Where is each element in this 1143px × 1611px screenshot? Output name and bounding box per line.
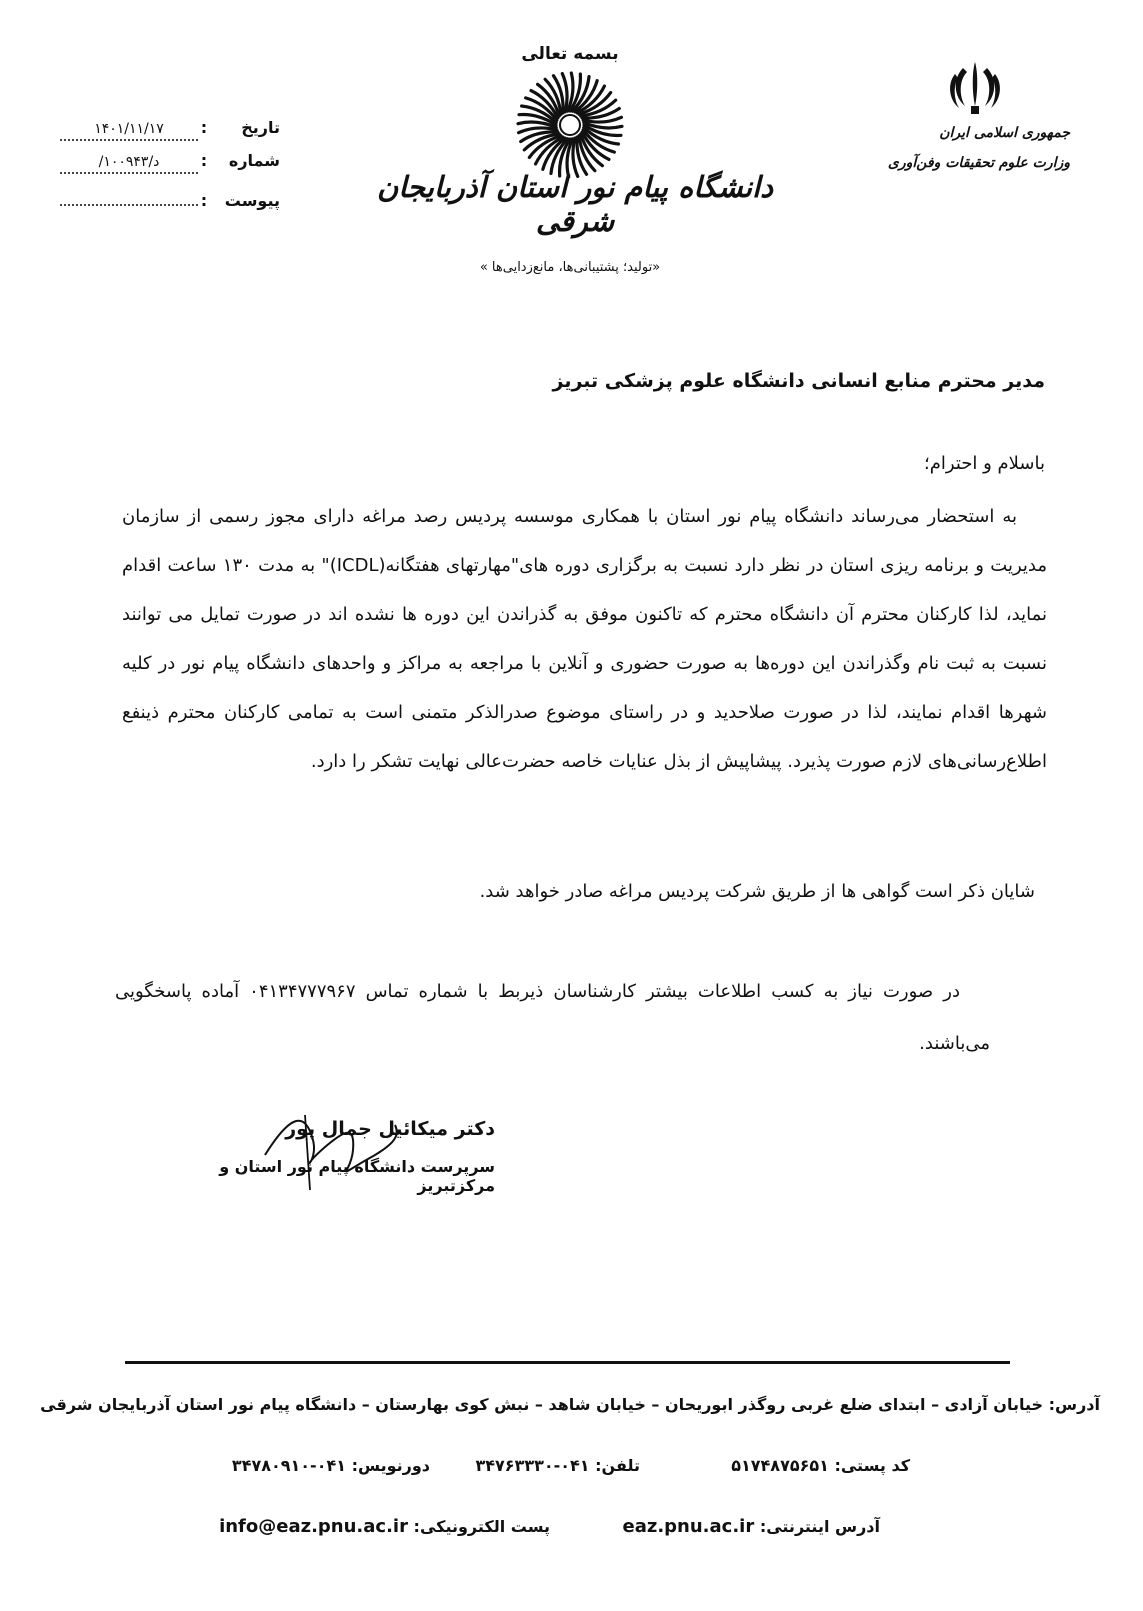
- phone-label: تلفن:: [595, 1456, 640, 1475]
- university-logo-icon: [515, 70, 625, 180]
- email-link[interactable]: info@eaz.pnu.ac.ir: [219, 1516, 408, 1537]
- fax-value: ۰۴۱-۳۴۷۸۰۹۱۰: [231, 1456, 346, 1475]
- ministry-title: وزارت علوم تحقیقات وفن‌آوری: [887, 155, 1070, 171]
- footer-address: آدرس: خیابان آزادی – ابتدای ضلع غربی روگذر ابوریحان – خیابان شاهد – نبش کوی بهارستان – دانشگاه پیام نور استان آذربایجان شرقی: [40, 1395, 1100, 1414]
- postal-code: [640, 1456, 910, 1475]
- recipient: مدیر محترم منابع انسانی دانشگاه علوم پزشکی تبریز: [552, 370, 1045, 392]
- body-paragraph: به استحضار می‌رساند دانشگاه پیام نور استان با همکاری موسسه پردیس رصد مراغه دارای مجوز رسمی از سازمان مدیریت و برنامه ریزی استان در نظر دارد نسبت به برگزاری دوره های"مهارتهای هفتگانه(ICDL)" به مدت ۱۳۰ ساعت اقدام نماید، لذا کارکنان محترم آن دانشگاه محترم که تاکنون موفق به گذراندن این دوره ها نشده اند در صورت تمایل می توانند نسبت به ثبت نام وگذراندن این دوره‌ها به صورت حضوری و آنلاین با مراجعه به مراکز و واحدهای دانشگاه پیام نور در کلیه شهرها اقدام نمایند، لذا در صورت صلاحدید و در راستای موضوع صدرالذکر متمنی است به تمامی کارکنان محترم ذینفع اطلاع‌رسانی‌های لازم صورت پذیرد. پیشاپیش از بذل عنایات خاصه حضرت‌عالی نهایت تشکر را دارد.: [122, 506, 1047, 772]
- phone-value: ۰۴۱-۳۴۷۶۳۳۳۰: [475, 1456, 590, 1475]
- date-value: ۱۴۰۱/۱۱/۱۷: [60, 119, 198, 141]
- fax: [180, 1456, 430, 1475]
- date-row: [60, 118, 280, 151]
- number-row: [60, 151, 280, 184]
- email: [190, 1516, 550, 1537]
- fax-label: دورنویس:: [351, 1456, 430, 1475]
- bismillah: بسمه تعالی: [521, 44, 619, 64]
- website-label: آدرس اینترنتی:: [759, 1517, 880, 1536]
- university-name: دانشگاه پیام نور استان آذربایجان شرقی: [376, 170, 774, 238]
- motto: «تولید؛ پشتیبانی‌ها، مانع‌زدایی‌ها »: [479, 260, 661, 275]
- attachment-row: [60, 184, 280, 217]
- website: [560, 1516, 880, 1537]
- email-label: پست الکترونیکی:: [413, 1517, 550, 1536]
- number-label: شماره: [228, 151, 280, 170]
- republic-title: جمهوری اسلامی ایران: [939, 125, 1070, 141]
- letter-body: [122, 492, 1047, 786]
- certificate-note: شایان ذکر است گواهی ها از طریق شرکت پردیس مراغه صادر خواهد شد.: [479, 881, 1035, 902]
- footer-divider: [125, 1361, 1010, 1364]
- contact-paragraph: [115, 966, 990, 1070]
- attachment-colon: :: [200, 191, 208, 210]
- phone: [430, 1456, 640, 1475]
- number-colon: :: [200, 151, 208, 170]
- number-value: د/۱۰۰۹۴۳/: [60, 152, 198, 174]
- postal-label: کد پستی:: [834, 1456, 910, 1475]
- website-link[interactable]: eaz.pnu.ac.ir: [622, 1516, 755, 1537]
- postal-value: ۵۱۷۴۸۷۵۶۵۱: [731, 1456, 829, 1475]
- attachment-value: [60, 184, 198, 206]
- date-label: تاریخ: [241, 118, 280, 137]
- date-colon: :: [200, 118, 208, 137]
- signer-name: دکتر میکائیل جمال پور: [285, 1118, 495, 1140]
- republic-ministry-block: [860, 118, 1070, 178]
- greeting: باسلام و احترام؛: [924, 453, 1045, 474]
- signer-title: سرپرست دانشگاه پیام نور استان و مرکزتبریز: [219, 1157, 495, 1195]
- contact-text: در صورت نیاز به کسب اطلاعات بیشتر کارشناسان ذیربط با شماره تماس ۰۴۱۳۴۷۷۷۹۶۷ آماده پاسخگویی می‌باشند.: [115, 981, 990, 1054]
- letter-meta: [60, 118, 280, 217]
- attachment-label: پیوست: [224, 191, 280, 210]
- iran-emblem-icon: [945, 58, 1005, 116]
